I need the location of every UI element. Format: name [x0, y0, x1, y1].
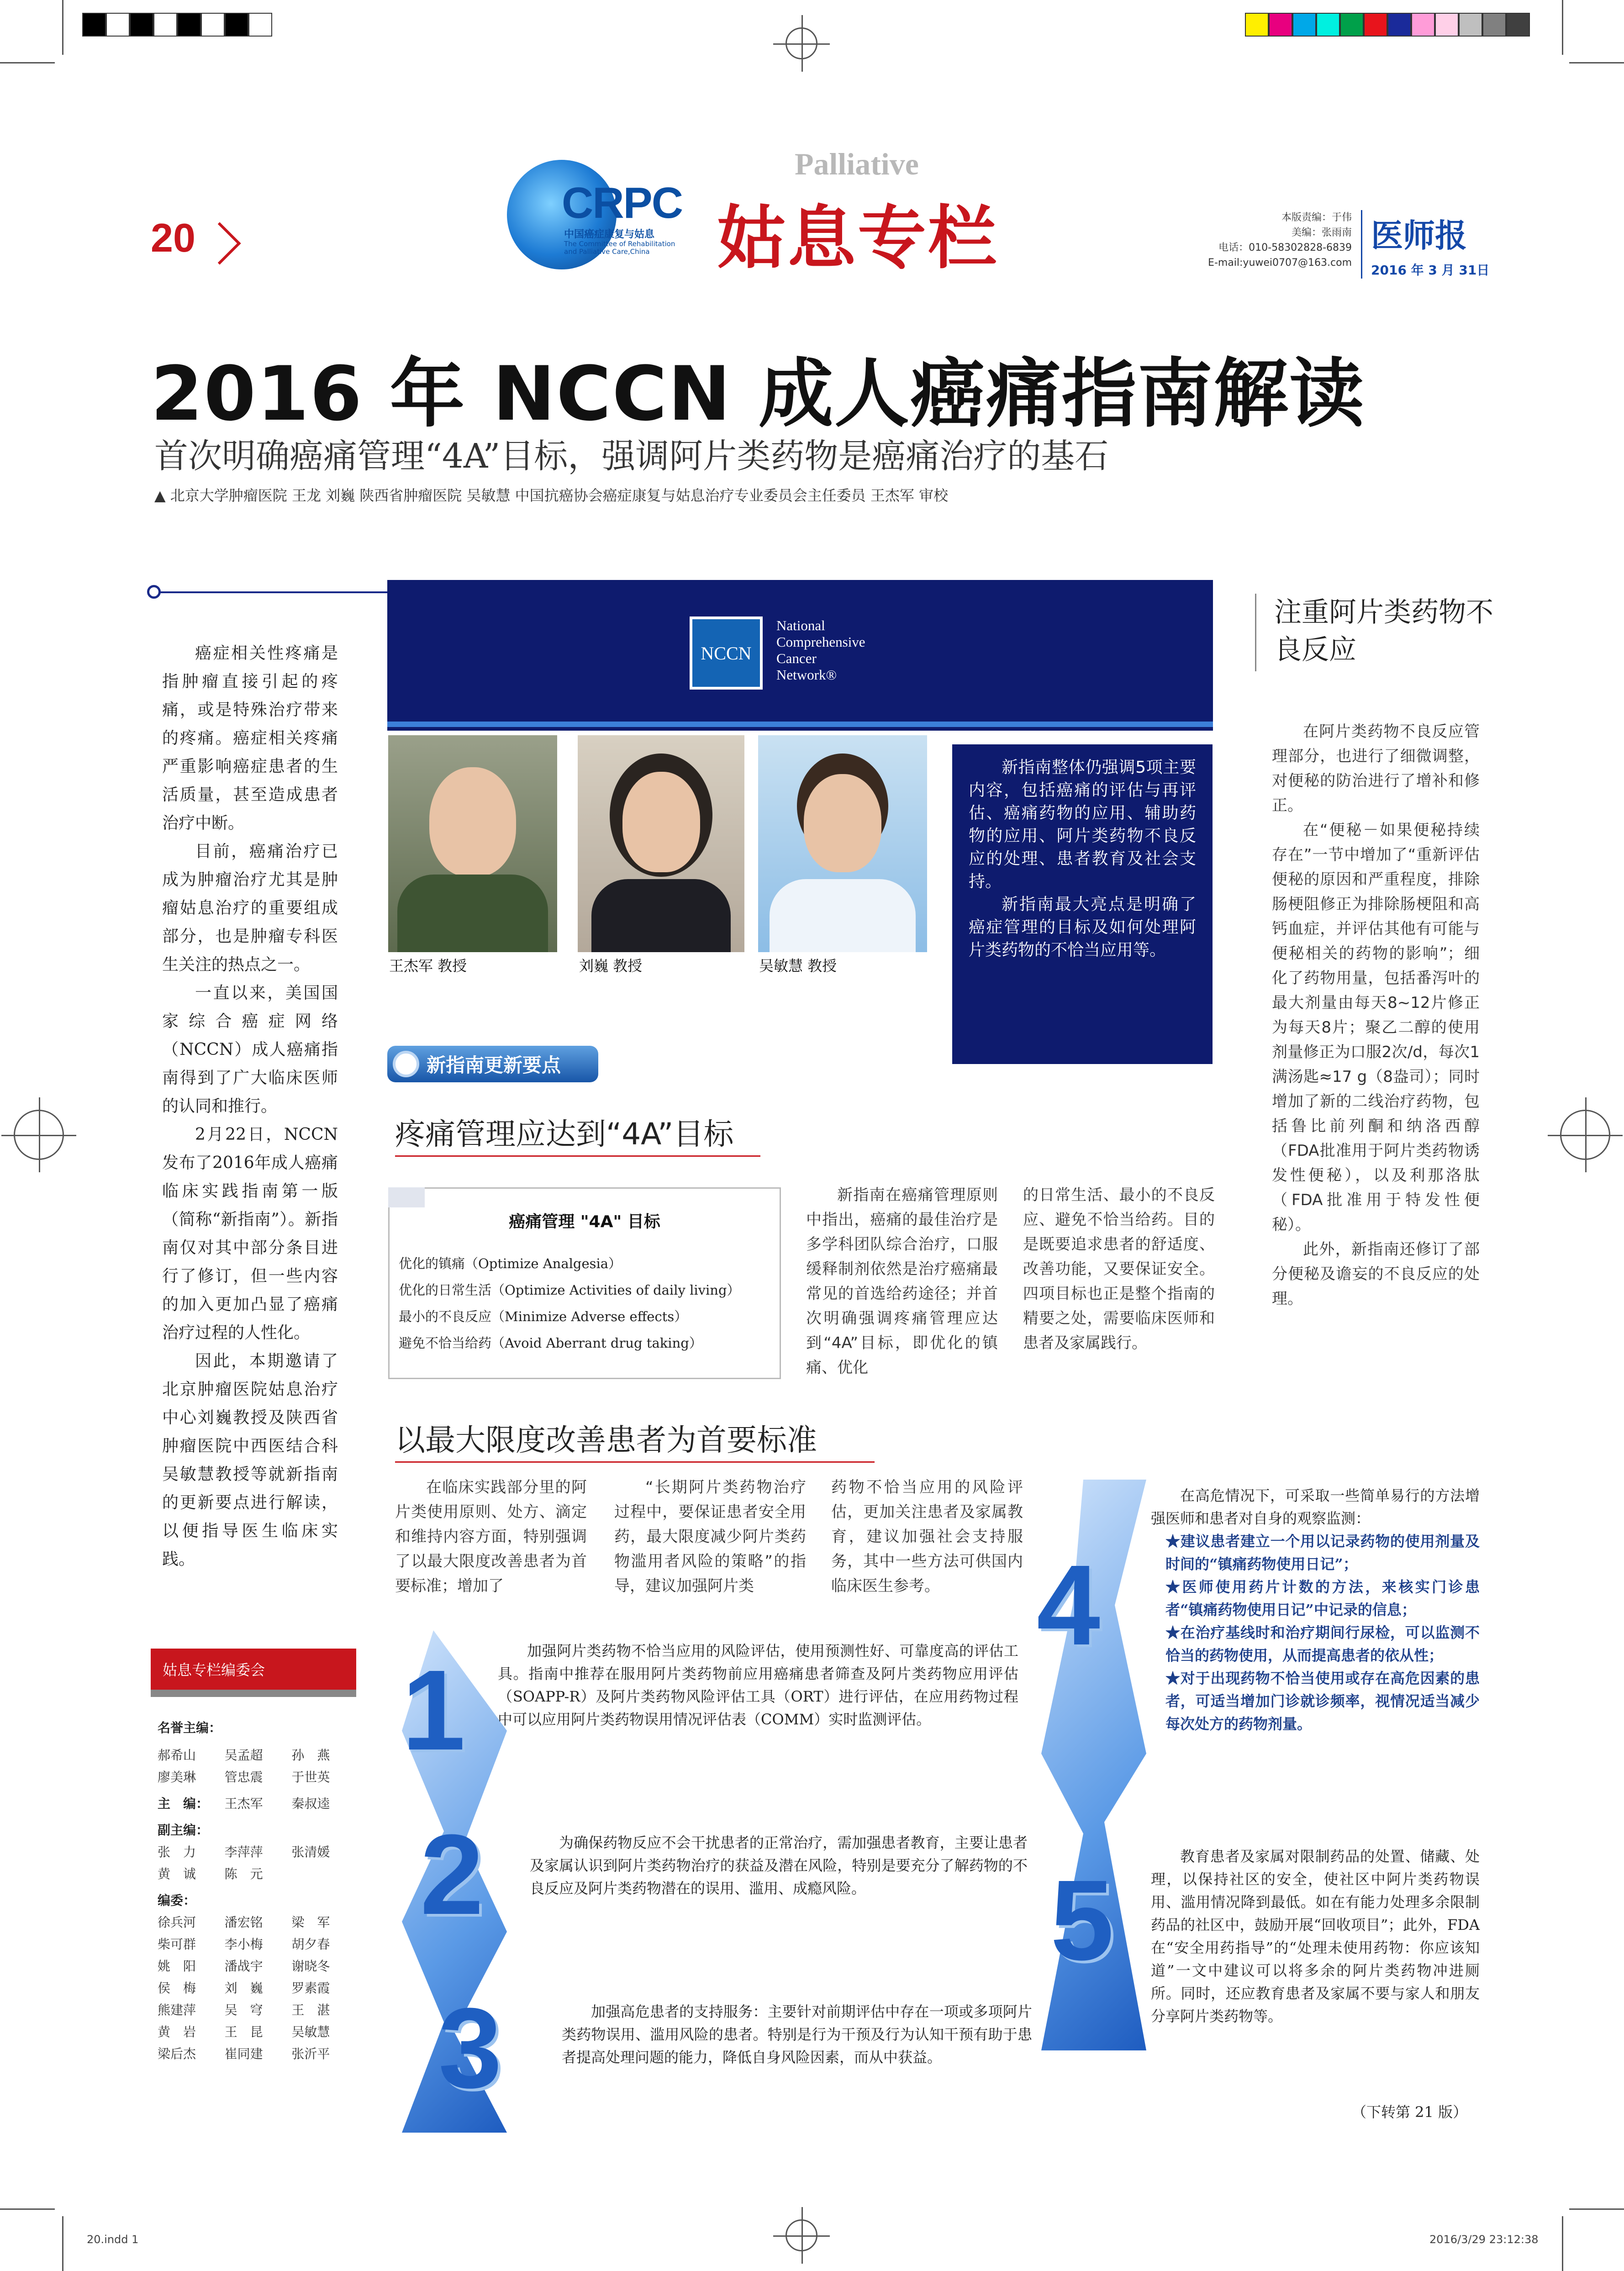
point-star-item: ★对于出现药物不恰当使用或存在高危因素的患者，可适当增加门诊就诊频率，视情况适当减少每次处方的药物剂量。 [1165, 1670, 1480, 1733]
color-swatch [1459, 13, 1482, 37]
point-text: 教育患者及家属对限制药品的处置、储藏、处理，以保持社区的安全，使社区中阿片类药物误用、滥用情况降到最低。如在有能力处理多余限制药品的社区中，鼓励开展“回收项目”；此外，FDA在“安全用药指导”的“处理未使用药物：你应该知道”一文中建议可以将多余的阿片类药物冲进厕所。同时，还应教育患者及家属不要与家人和朋友分享阿片类药物等。 [1151, 1848, 1480, 2025]
intro-paragraph: 目前，癌痛治疗已成为肿瘤治疗尤其是肿瘤姑息治疗的重要组成部分，也是肿瘤专科医生关注的热点之一。 [162, 842, 338, 974]
crop-mark [1569, 2208, 1624, 2210]
sidebar-paragraph: 在阿片类药物不良反应管理部分，也进行了细微调整，对便秘的防治进行了增补和修正。 [1272, 722, 1480, 815]
heading-rule [395, 1155, 760, 1157]
article-subtitle: 首次明确癌痛管理“4A”目标，强调阿片类药物是癌痛治疗的基石 [154, 437, 1109, 476]
article-title: 2016 年 NCCN 成人癌痛指南解读 [151, 350, 1365, 437]
editor-info: 本版责编：于伟 美编：张雨南 电话：010-58302828-6839 E-mail:yuwei0707@163.com [1208, 212, 1352, 269]
badge-dot-icon [393, 1051, 419, 1077]
section2-text-col2: “长期阿片类药物治疗过程中，要保证患者安全用药，最大限度减少阿片类药物滥用者风险的策略”的指导，建议加强阿片类 [614, 1478, 806, 1595]
board-title-shadow [151, 1690, 356, 1697]
color-swatch [1364, 13, 1387, 37]
badge-label: 新指南更新要点 [427, 1054, 561, 1076]
portrait-photo [758, 735, 927, 952]
portrait-photo [388, 735, 557, 952]
grayscale-swatch [248, 13, 272, 37]
grayscale-swatch [153, 13, 177, 37]
board-label: 编委： [158, 1893, 196, 1908]
four-a-goal: 最小的不良反应（Minimize Adverse effects） [399, 1309, 688, 1324]
print-timestamp: 2016/3/29 23:12:38 [1429, 2233, 1539, 2246]
section-rule [151, 591, 393, 593]
board-label: 主 编： [158, 1796, 209, 1811]
point-text: 加强阿片类药物不恰当应用的风险评估，使用预测性好、可靠度高的评估工具。指南中推荐在服用阿片类药物前应用癌痛患者筛查及阿片类药物应用评估（SOAPP-R）及阿片类药物风险评估工具（ORT）进行评估，在应用药物过程中可以应用阿片类药物误用情况评估表（COMM）实时监测评估。 [498, 1642, 1018, 1728]
board-label: 名誉主编： [158, 1720, 222, 1735]
photo-caption: 吴敏慧 教授 [759, 957, 837, 975]
section-badge [387, 1046, 598, 1082]
heading-rule [395, 1461, 875, 1463]
point-number: 5 [1050, 1856, 1114, 1984]
continued-note: （下转第 21 版） [1352, 2103, 1468, 2121]
section2-text-col3: 药物不恰当应用的风险评估，更加关注患者及家属教育，建议加强社会支持服务，其中一些方法可供国内临床医生参考。 [831, 1478, 1023, 1595]
highlight-paragraph: 新指南整体仍强调5项主要内容，包括癌痛的评估与再评估、癌痛药物的应用、辅助药物的应用、阿片类药物不良反应的处理、患者教育及社会支持。 [969, 758, 1196, 891]
color-swatch [1482, 13, 1506, 37]
sidebar-divider [1255, 594, 1256, 671]
section-heading: 以最大限度改善患者为首要标准 [395, 1423, 817, 1458]
grayscale-swatch [201, 13, 225, 37]
intro-paragraph: 一直以来，美国国家综合癌症网络（NCCN）成人癌痛指南得到了广大临床医师的认同和推行。 [162, 984, 338, 1116]
point-text: 在高危情况下，可采取一些简单易行的方法增强医师和患者对自身的观察监测： ★建议患者建立一个用以记录药物的使用剂量及时间的“镇痛药物使用日记”； ★医师使用药片计数的方法，来核实门诊患者“镇痛药物使用日记”中记录的信息； ★在治疗基线时和治疗期间行尿检，可以监测不恰当的药物使用，从而提高患者的依从性； ★对于出现药物不恰当使用或存在高危因素的患者，可适当增加门诊就诊频率，视情况适当减少每次处方的药物剂量。 [1151, 1484, 1480, 1735]
registration-mark [1560, 1110, 1610, 1160]
color-swatch [1316, 13, 1340, 37]
color-swatch [1411, 13, 1435, 37]
photo-caption: 王杰军 教授 [389, 957, 467, 975]
column-name: 姑息专栏 [717, 199, 999, 278]
four-a-goal: 优化的镇痛（Optimize Analgesia） [399, 1256, 622, 1271]
point-text: 为确保药物反应不会干扰患者的正常治疗，需加强患者教育，主要让患者及家属认识到阿片类药物治疗的获益及潜在风险，特别是要充分了解药物的不良反应及阿片类药物潜在的误用、滥用、成瘾风险。 [530, 1834, 1028, 1897]
crop-mark [1562, 0, 1563, 55]
intro-paragraph: 2月22日，NCCN发布了2016年成人癌痛临床实践指南第一版（简称“新指南”）。新指南仅对其中部分条目进行了修订，但一些内容的加入更加凸显了癌痛治疗过程的人性化。 [162, 1125, 338, 1342]
registration-mark [786, 27, 817, 59]
box-corner-tag [388, 1187, 425, 1207]
section-heading: 疼痛管理应达到“4A”目标 [395, 1117, 734, 1152]
color-swatch [1387, 13, 1411, 37]
masthead-divider [1361, 210, 1362, 279]
crpc-english-name: The Committee of Rehabilitation and Palliative Care,China [564, 240, 675, 256]
four-a-goal: 优化的日常生活（Optimize Activities of daily living） [399, 1282, 740, 1298]
issue-date: 2016 年 3 月 31日 [1371, 263, 1490, 278]
sidebar-paragraph: 在“便秘－如果便秘持续存在”一节中增加了“重新评估便秘的原因和严重程度，排除肠梗阻修正为排除肠梗阻和高钙血症，并评估其他有可能与便秘相关的药物的影响”；细化了药物用量，包括番泻叶的最大剂量由每天8~12片修正为每天8片；聚乙二醇的使用剂量修正为口服2次/d，每次1满汤匙≈17 g（8盎司）；同时增加了新的二线治疗药物，包括鲁比前列酮和纳洛西醇（FDA批准用于阿片类药物诱发性便秘），以及利那洛肽（FDA批准用于特发性便秘）。 [1272, 821, 1480, 1234]
intro-paragraph: 因此，本期邀请了北京肿瘤医院姑息治疗中心刘巍教授及陕西省肿瘤医院中西医结合科吴敏慧教授等就新指南的更新要点进行解读，以便指导医生临床实践。 [162, 1352, 338, 1569]
color-swatch [1435, 13, 1459, 37]
color-swatch [1245, 13, 1269, 37]
grayscale-swatch [130, 13, 153, 37]
crop-mark [0, 2208, 55, 2210]
point-number: 4 [1037, 1541, 1101, 1669]
four-a-goals-box [388, 1187, 781, 1379]
grayscale-swatch [225, 13, 248, 37]
color-swatch [1506, 13, 1530, 37]
crop-mark [1569, 62, 1624, 63]
point-star-item: ★建议患者建立一个用以记录药物的使用剂量及时间的“镇痛药物使用日记”； [1165, 1533, 1480, 1573]
crop-mark [62, 0, 63, 55]
sidebar-paragraph: 此外，新指南还修订了部分便秘及谵妄的不良反应的处理。 [1272, 1240, 1480, 1308]
registration-mark [14, 1110, 64, 1160]
four-a-goal: 避免不恰当给药（Avoid Aberrant drug taking） [399, 1335, 702, 1351]
page-header [151, 147, 1498, 297]
nccn-banner-stripe [387, 722, 1213, 727]
four-a-text-col2: 的日常生活、最小的不良反应、避免不恰当给药。目的是既要追求患者的舒适度、改善功能，又要保证安全。四项目标也正是整个指南的精要之处，需要临床医师和患者及家属践行。 [1023, 1186, 1215, 1352]
highlight-paragraph: 新指南最大亮点是明确了癌症管理的目标及如何处理阿片类药物的不恰当应用等。 [969, 895, 1196, 959]
grayscale-swatch [106, 13, 130, 37]
section2-text-col1: 在临床实践部分里的阿片类使用原则、处方、滴定和维持内容方面，特别强调了以最大限度改善患者为首要标准；增加了 [395, 1478, 587, 1595]
intro-paragraph: 癌症相关性疼痛是指肿瘤直接引起的疼痛，或是特殊治疗带来的疼痛。癌症相关疼痛严重影响癌症患者的生活质量，甚至造成患者治疗中断。 [162, 644, 338, 833]
page-number: 20 [151, 215, 195, 260]
editorial-board: 名誉主编： 郝希山 吴孟超 孙 燕 廖美琳 管忠震 于世英 主 编： 王杰军 秦叔逵 副主编： 张 力 李萍萍 张清媛 黄 诚 陈 元 编委： 徐兵河 潘宏铭 梁 军 柴可群 李小梅 胡夕春 姚 阳 潘战宇 谢晓冬 侯 梅 刘 巍 罗素霞 熊建萍 吴 穹 王 湛 黄 岩 王 昆 吴敏慧 梁后杰 崔同建 张沂平 [158, 1717, 359, 2065]
color-swatch [1269, 13, 1292, 37]
board-title: 姑息专栏编委会 [151, 1649, 356, 1690]
point-text: 加强高危患者的支持服务：主要针对前期评估中存在一项或多项阿片类药物误用、滥用风险的患者。特别是行为干预及行为认知干预有助于患者提高处理问题的能力，降低自身风险因素，而从中获益。 [562, 2003, 1032, 2066]
point-number: 3 [438, 1984, 502, 2112]
crop-mark [62, 2216, 63, 2271]
crop-mark [0, 62, 55, 63]
board-label: 副主编： [158, 1823, 209, 1838]
grayscale-swatch [82, 13, 106, 37]
highlight-box [952, 744, 1213, 1064]
four-a-text-col1: 新指南在癌痛管理原则中指出，癌痛的最佳治疗是多学科团队综合治疗，口服缓释制剂依然是治疗癌痛最常见的首选给药途径；并首次明确强调疼痛管理应达到“4A”目标，即优化的镇痛、优化 [806, 1186, 998, 1377]
nccn-full-name: National Comprehensive Cancer Network® [776, 617, 865, 683]
point-star-item: ★医师使用药片计数的方法，来核实门诊患者“镇痛药物使用日记”中记录的信息； [1165, 1578, 1480, 1618]
color-swatch [1340, 13, 1364, 37]
point-number: 1 [402, 1646, 466, 1774]
point-star-item: ★在治疗基线时和治疗期间行尿检，可以监测不恰当的药物使用，从而提高患者的依从性； [1165, 1624, 1480, 1664]
four-a-box-title: 癌痛管理 "4A" 目标 [509, 1212, 660, 1231]
crop-mark [1562, 2216, 1563, 2271]
point-number: 2 [420, 1811, 484, 1938]
file-info: 20.indd 1 [87, 2233, 139, 2246]
nccn-logo: NCCN [690, 616, 763, 690]
newspaper-logo: 医师报 [1371, 216, 1467, 254]
color-swatch [1292, 13, 1316, 37]
photo-caption: 刘巍 教授 [579, 957, 643, 975]
crpc-chinese-name: 中国癌症康复与姑息 [564, 229, 655, 240]
portrait-photo [578, 735, 744, 952]
crpc-logo-text: CRPC [562, 179, 683, 227]
column-english-name: Palliative [795, 147, 919, 181]
intro-column [162, 639, 338, 1574]
sidebar-text [1272, 719, 1480, 1311]
chevron-right-icon [198, 222, 241, 264]
grayscale-swatch [177, 13, 201, 37]
print-color-bar [1245, 13, 1530, 37]
article-byline: ▲ 北京大学肿瘤医院 王龙 刘巍 陕西省肿瘤医院 吴敏慧 中国抗癌协会癌症康复与姑息治疗专业委员会主任委员 王杰军 审校 [154, 487, 948, 504]
registration-mark [786, 2219, 817, 2251]
print-grayscale-bar [82, 13, 272, 37]
section-rule-dot [147, 585, 161, 599]
sidebar-heading: 注重阿片类药物不良反应 [1274, 596, 1493, 666]
